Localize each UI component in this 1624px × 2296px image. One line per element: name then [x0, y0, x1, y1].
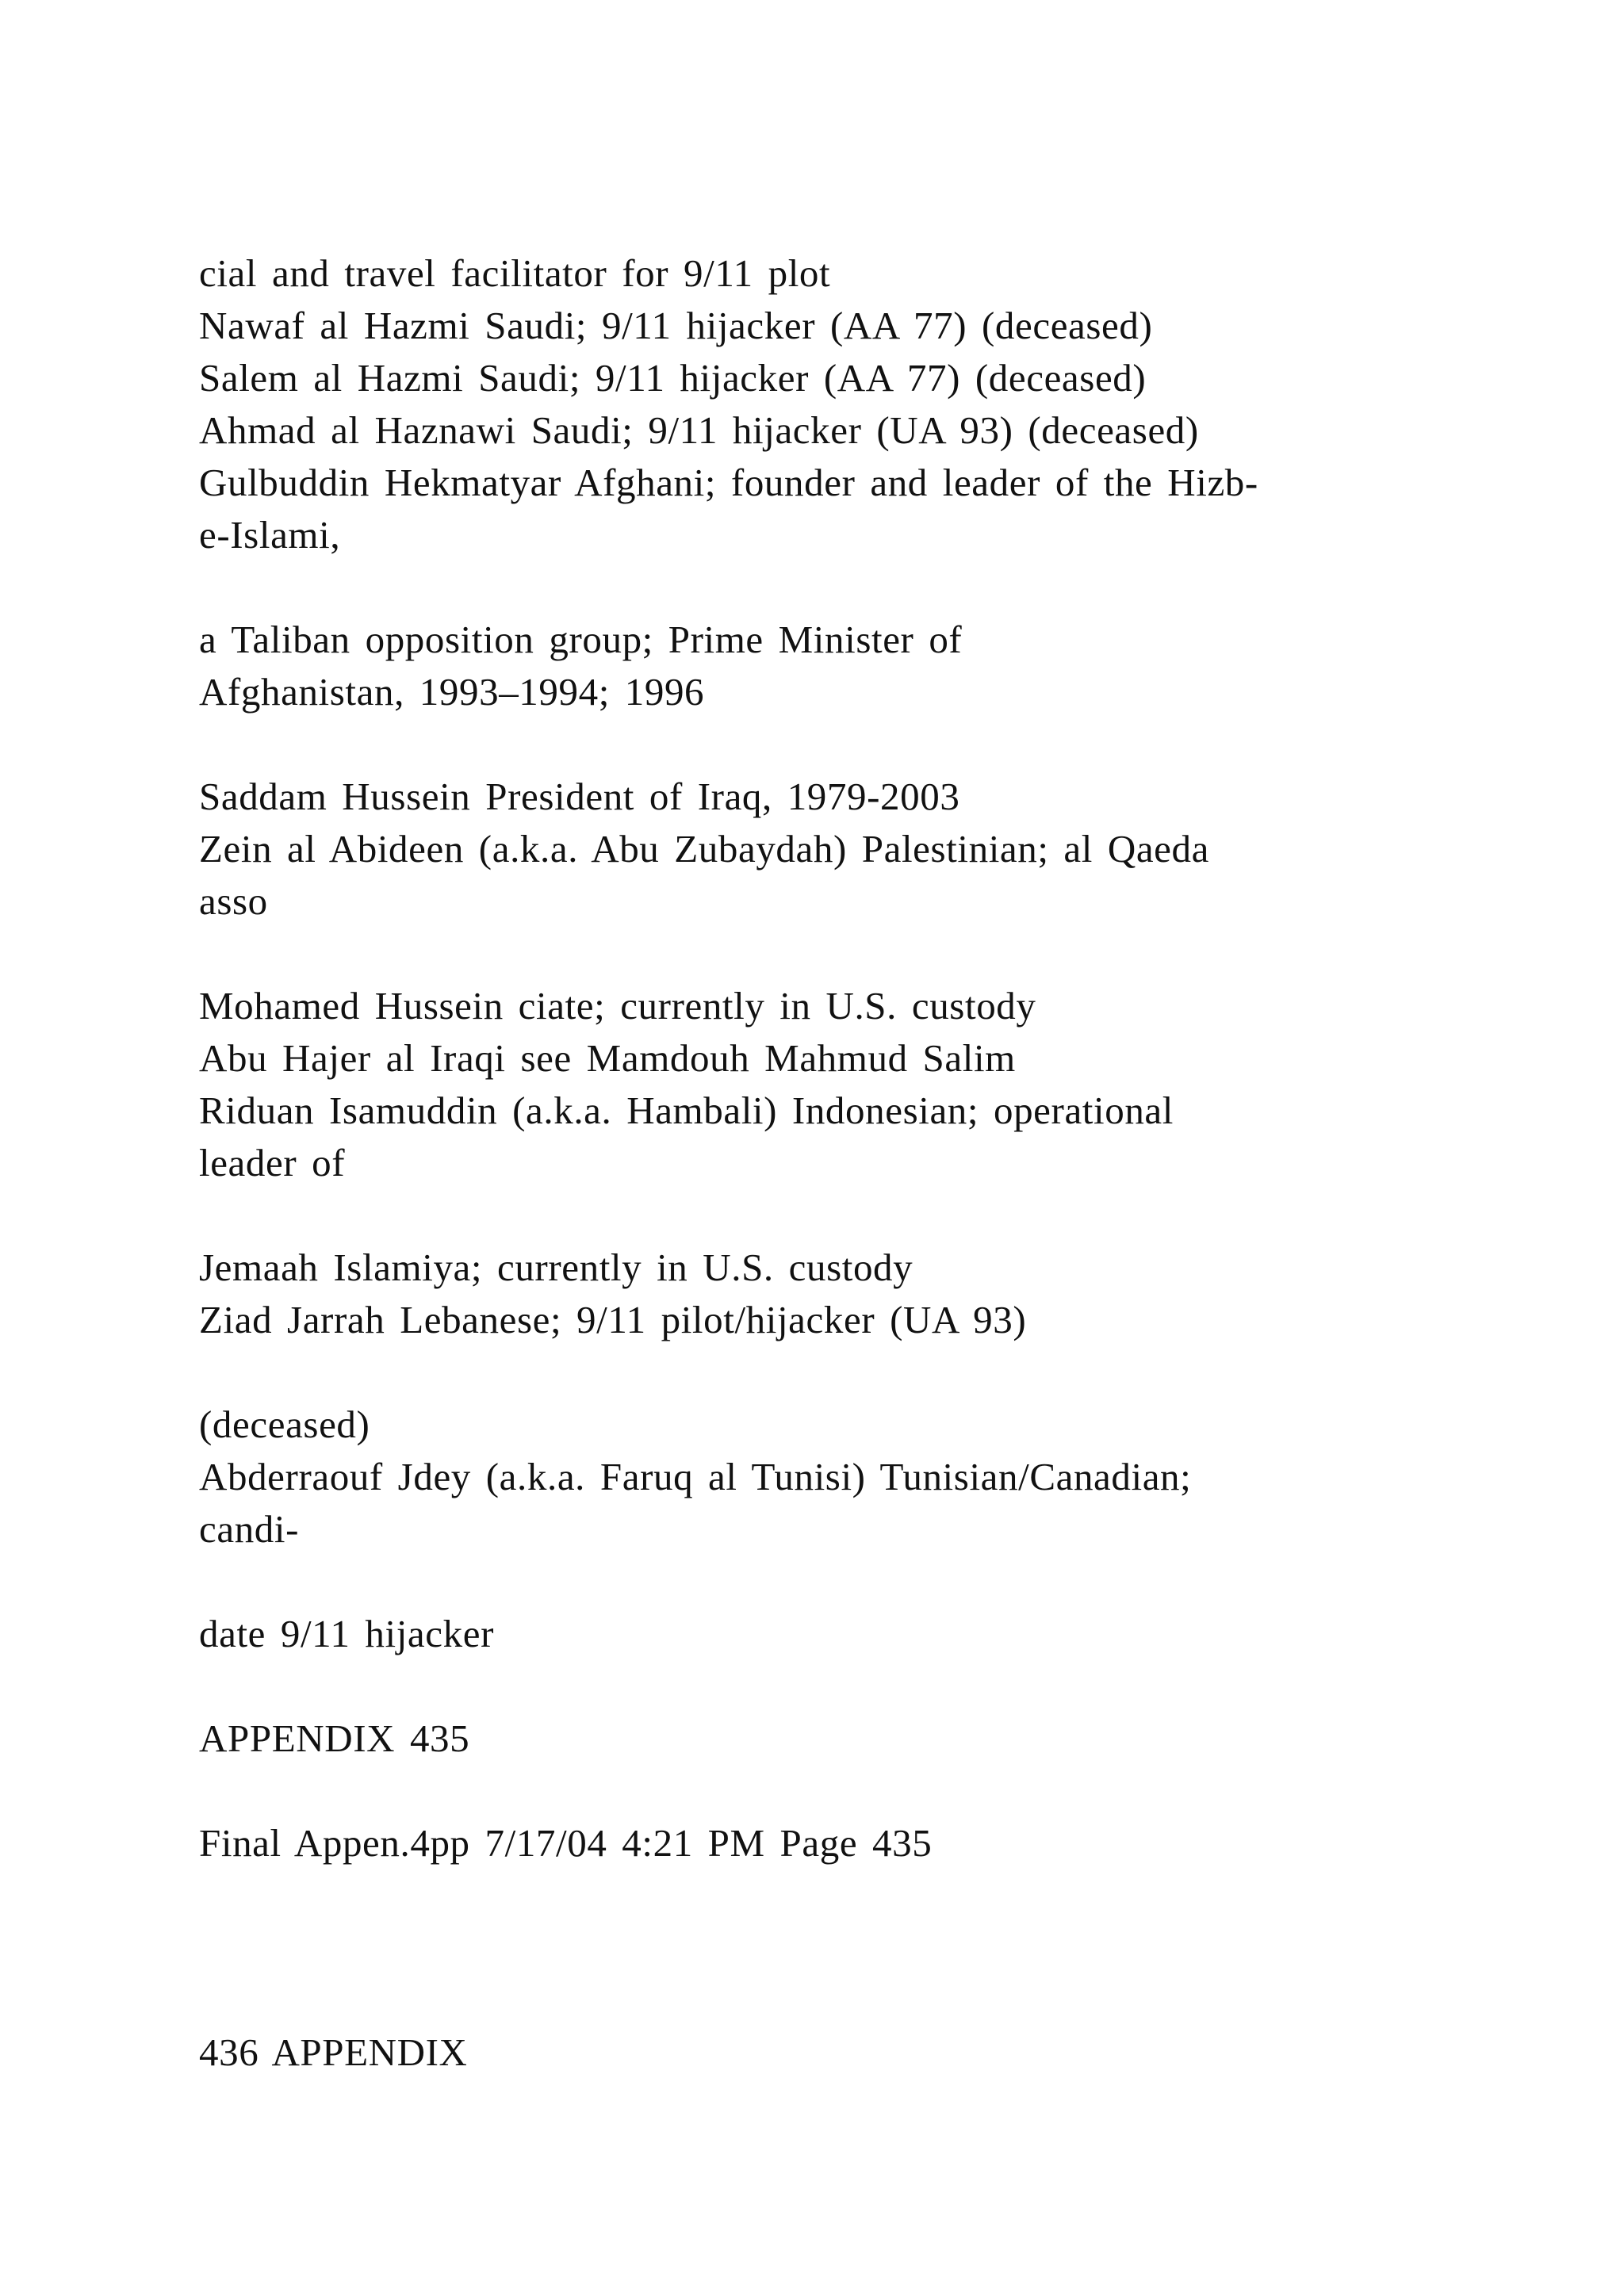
text-line: date 9/11 hijacker	[199, 1612, 494, 1655]
text-line: Jemaah Islamiya; currently in U.S. custody	[199, 1246, 914, 1289]
text-line: Afghanistan, 1993–1994; 1996	[199, 670, 705, 714]
text-line: Zein al Abideen (a.k.a. Abu Zubaydah) Palestinian; al Qaeda	[199, 827, 1209, 871]
text-line: Ahmad al Haznawi Saudi; 9/11 hijacker (UA 93) (deceased)	[199, 408, 1199, 452]
page-header-label: 436 APPENDIX	[199, 2030, 468, 2074]
text-line: e-Islami,	[199, 513, 341, 557]
text-line: asso	[199, 879, 268, 923]
text-line: Abu Hajer al Iraqi see Mamdouh Mahmud Salim	[199, 1036, 1016, 1080]
text-line: leader of	[199, 1141, 346, 1184]
text-line: cial and travel facilitator for 9/11 plot	[199, 251, 831, 295]
text-line: Saddam Hussein President of Iraq, 1979-2003	[199, 775, 960, 818]
text-line: (deceased)	[199, 1402, 370, 1446]
text-line: Salem al Hazmi Saudi; 9/11 hijacker (AA 77) (deceased)	[199, 356, 1147, 400]
text-line: Mohamed Hussein ciate; currently in U.S. custody	[199, 984, 1036, 1027]
text-line: Ziad Jarrah Lebanese; 9/11 pilot/hijacker (UA 93)	[199, 1298, 1027, 1341]
text-line: Nawaf al Hazmi Saudi; 9/11 hijacker (AA 77) (deceased)	[199, 304, 1153, 347]
text-line: Gulbuddin Hekmatyar Afghani; founder and leader of the Hizb-	[199, 461, 1258, 504]
print-slug-line: Final Appen.4pp 7/17/04 4:21 PM Page 435	[199, 1821, 933, 1865]
text-line: Riduan Isamuddin (a.k.a. Hambali) Indonesian; operational	[199, 1089, 1174, 1132]
page-footer-label: APPENDIX 435	[199, 1716, 470, 1760]
text-line: a Taliban opposition group; Prime Minister of	[199, 618, 963, 661]
text-line: candi-	[199, 1507, 300, 1551]
text-line: Abderraouf Jdey (a.k.a. Faruq al Tunisi) Tunisian/Canadian;	[199, 1455, 1192, 1498]
